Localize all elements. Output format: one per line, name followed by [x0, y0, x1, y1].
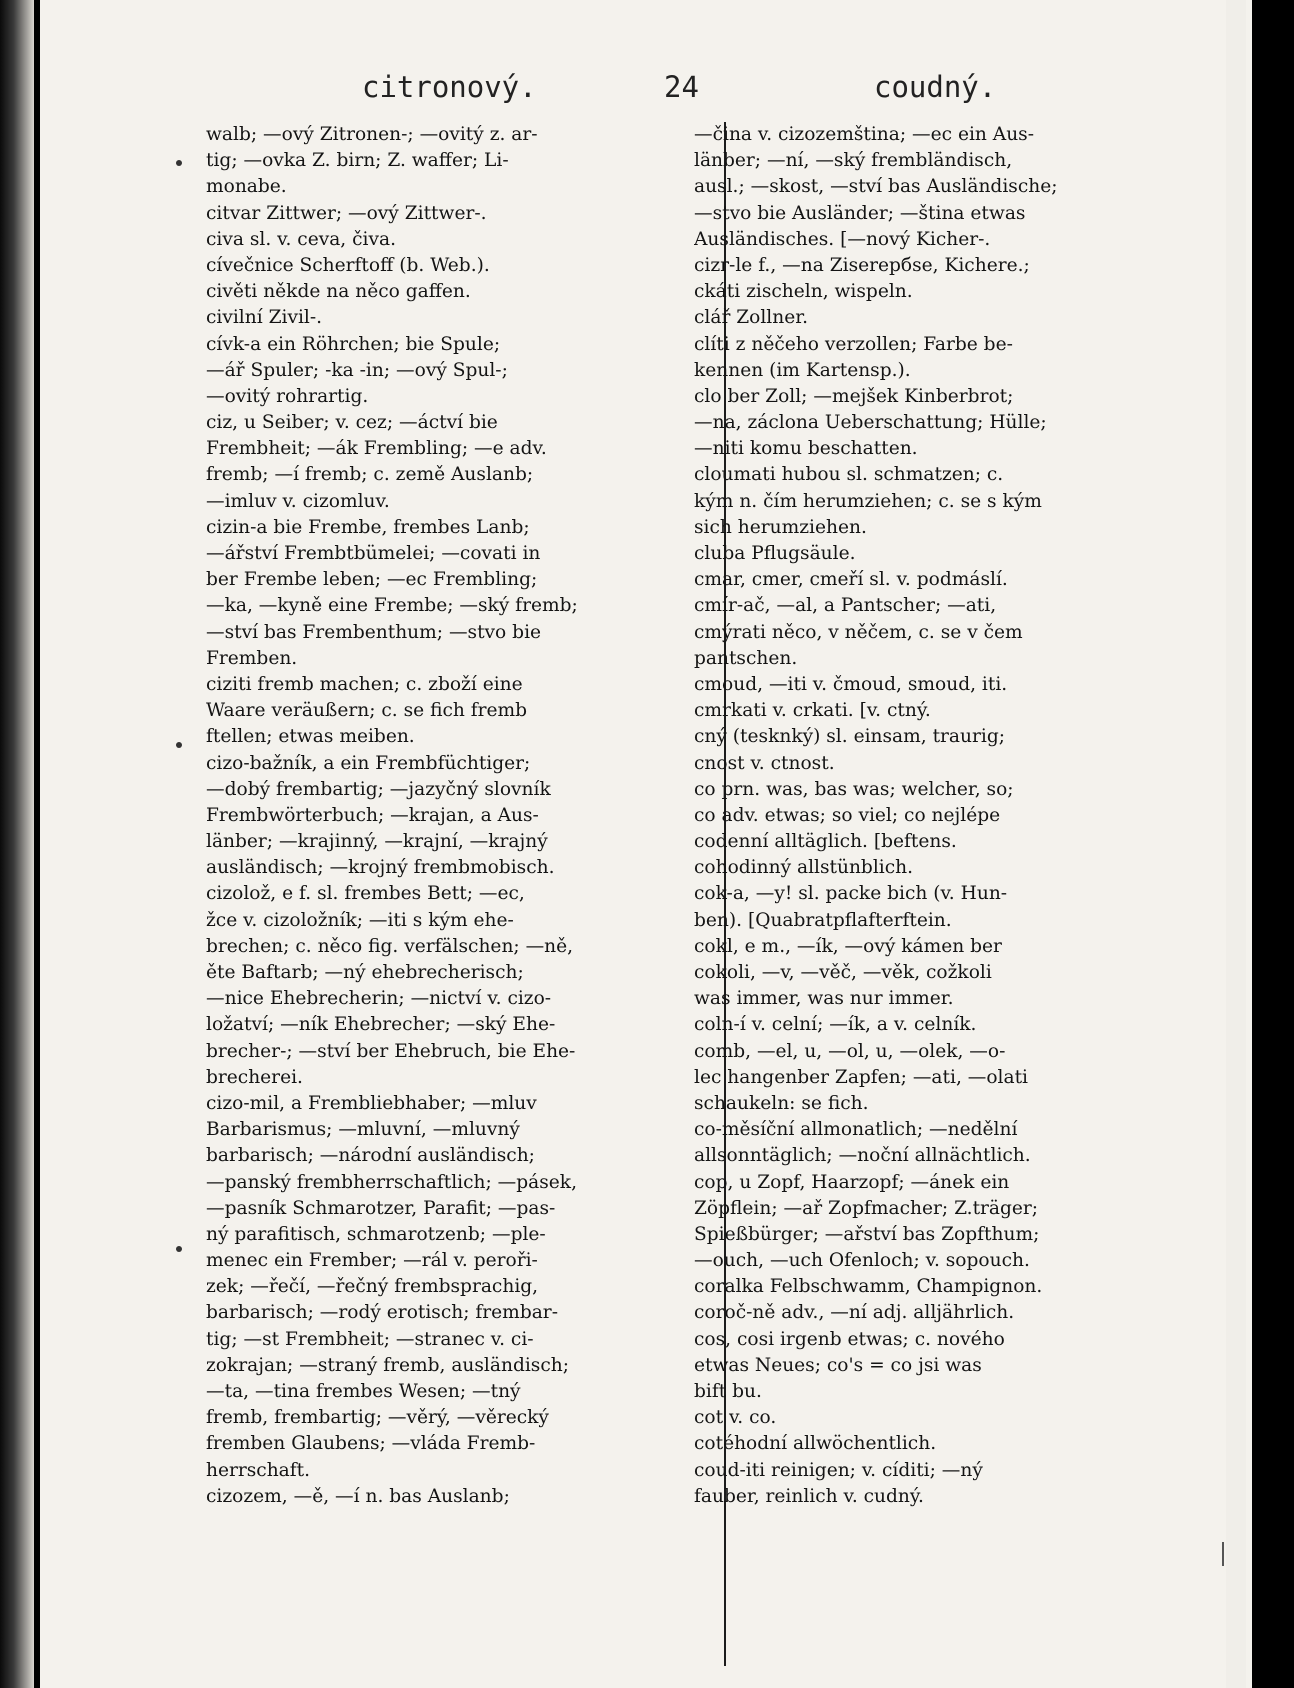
dictionary-entry-line: civilní Zivil-.: [206, 307, 323, 329]
dictionary-entry-line: cmír-ač, —al, a Pantscher; —ati,: [694, 595, 997, 617]
dictionary-entry-line: —na, záclona Ueberschattung; Hülle;: [694, 412, 1047, 434]
dictionary-entry-line: co prn. was, bas was; welcher, so;: [694, 778, 1014, 800]
dictionary-entry-line: kennen (im Kartensp.).: [694, 359, 911, 381]
dictionary-entry-line: brecherei.: [206, 1066, 303, 1088]
dictionary-page: [40, 0, 1255, 1688]
dictionary-entry-line: cos, cosi irgenb etwas; c. nového: [694, 1328, 1005, 1350]
dictionary-entry-line: —čina v. cizozemština; —ec ein Aus-: [694, 124, 1035, 145]
dictionary-entry-line: etwas Neues; co's = co jsi was: [694, 1354, 982, 1376]
dictionary-entry-line: Waare veräußern; c. se fich fremb: [206, 700, 528, 722]
dictionary-entry-line: ný parafitisch, schmarotzenb; —ple-: [206, 1223, 546, 1245]
dictionary-entry-line: Frembheit; —ák Frembling; —e adv.: [206, 438, 547, 460]
dictionary-entry-line: cizo-bažník, a ein Frembfüchtiger;: [206, 752, 531, 774]
dictionary-entry-line: comb, —el, u, —ol, u, —olek, —o-: [694, 1040, 1006, 1062]
dictionary-entry-line: cmoud, —iti v. čmoud, smoud, iti.: [694, 673, 1008, 695]
dictionary-entry-line: —pasník Schmarotzer, Parafit; —pas-: [206, 1197, 556, 1219]
dictionary-entry-line: cmýrati něco, v něčem, c. se v čem: [694, 621, 1023, 643]
dictionary-entry-line: civěti někde na něco gaffen.: [206, 281, 471, 303]
dictionary-entry-line: barbarisch; —národní ausländisch;: [206, 1145, 535, 1167]
dictionary-entry-line: herrschaft.: [206, 1459, 311, 1481]
dictionary-entry-line: Barbarismus; —mluvní, —mluvný: [206, 1119, 520, 1141]
left-column: [206, 122, 714, 1510]
dictionary-entry-line: cokl, e m., —ík, —ový kámen ber: [694, 935, 1002, 957]
dictionary-entry-line: žce v. cizoložník; —iti s kým ehe-: [206, 909, 514, 931]
dictionary-entry-line: coln-í v. celní; —ík, a v. celník.: [694, 1014, 977, 1036]
dictionary-entry-line: —niti komu beschatten.: [694, 438, 918, 460]
header-left-guide-word: citronový.: [362, 70, 537, 104]
dictionary-entry-line: barbarisch; —rodý erotisch; frembar-: [206, 1302, 558, 1324]
dictionary-entry-line: cmrkati v. crkati. [v. ctný.: [694, 700, 931, 722]
dictionary-entry-line: walb; —ový Zitronen-; —ovitý z. ar-: [206, 124, 538, 145]
dictionary-entry-line: ausl.; —skost, —ství bas Ausländische;: [694, 176, 1058, 198]
dictionary-entry-line: cizr-le f., —na Ziserербse, Kichere.;: [694, 254, 1030, 276]
scan-border: [1252, 0, 1294, 1688]
dictionary-entry-line: —ta, —tina frembes Wesen; —tný: [206, 1381, 521, 1402]
dictionary-entry-line: codenní alltäglich. [beftens.: [694, 831, 957, 853]
dictionary-entry-line: —ka, —kyně eine Frembe; —ský fremb;: [206, 595, 578, 617]
dictionary-entry-line: was immer, was nur immer.: [694, 988, 954, 1010]
dictionary-entry-line: Ausländisches. [—nový Kicher-.: [694, 228, 991, 250]
dictionary-entry-line: clíti z něčeho verzollen; Farbe be-: [694, 333, 1013, 355]
dictionary-entry-line: Zöpflein; —ař Zopfmacher; Z.träger;: [694, 1197, 1039, 1219]
dictionary-entry-line: —nice Ehebrecherin; —nictví v. cizo-: [206, 988, 552, 1010]
dictionary-entry-line: cotéhodní allwöchentlich.: [694, 1433, 937, 1455]
dictionary-entry-line: menec ein Frember; —rál v. peroři-: [206, 1250, 538, 1272]
dictionary-entry-line: fremben Glaubens; —vláda Fremb-: [206, 1433, 536, 1455]
dictionary-entry-line: sich herumziehen.: [694, 516, 867, 538]
dictionary-entry-line: tig; —ovka Z. birn; Z. waffer; Li-: [206, 150, 509, 172]
dictionary-entry-line: cop, u Zopf, Haarzopf; —ánek ein: [694, 1171, 1010, 1193]
dictionary-entry-line: coralka Felbschwamm, Champignon.: [694, 1276, 1043, 1298]
dictionary-entry-line: Frembwörterbuch; —krajan, a Aus-: [206, 804, 539, 826]
dictionary-entry-line: zek; —řečí, —řečný frembsprachig,: [206, 1276, 539, 1298]
dictionary-entry-line: ben). [Quabratpflafterftein.: [694, 909, 952, 931]
dictionary-entry-line: brechen; c. něco fig. verfälschen; —ně,: [206, 935, 574, 957]
dictionary-entry-line: länber; —krajinný, —krajní, —krajný: [206, 831, 548, 853]
dictionary-entry-line: ciziti fremb machen; c. zboží eine: [206, 673, 523, 695]
dictionary-entry-line: —imluv v. cizomluv.: [206, 490, 390, 512]
dictionary-entry-line: —ství bas Frembenthum; —stvo bie: [206, 621, 542, 643]
right-column: [694, 122, 1214, 1510]
dictionary-entry-line: cluba Pflugsäule.: [694, 543, 856, 564]
page-number: 24: [664, 70, 699, 104]
dictionary-entry-line: cizo-mil, a Frembliebhaber; —mluv: [206, 1092, 537, 1114]
dictionary-entry-line: brecher-; —ství ber Ehebruch, bie Ehe-: [206, 1040, 576, 1062]
dictionary-entry-line: co adv. etwas; so viel; co nejlépe: [694, 804, 1001, 826]
dictionary-entry-line: zokrajan; —straný fremb, ausländisch;: [206, 1354, 569, 1376]
dictionary-entry-line: cloumati hubou sl. schmatzen; c.: [694, 464, 1004, 486]
dictionary-entry-line: kým n. čím herumziehen; c. se s kým: [694, 490, 1042, 512]
dictionary-entry-line: cívečnice Scherftoff (b. Web.).: [206, 254, 490, 276]
dictionary-entry-line: bift bu.: [694, 1381, 762, 1402]
margin-mark: [176, 1246, 182, 1252]
dictionary-entry-line: civa sl. v. ceva, čiva.: [206, 228, 396, 250]
dictionary-entry-line: coud-iti reinigen; v. cíditi; —ný: [694, 1459, 983, 1481]
dictionary-entry-line: —ář Spuler; -ka -in; —ový Spul-;: [206, 359, 508, 381]
dictionary-entry-line: cokoli, —v, —věč, —věk, cožkoli: [694, 962, 992, 983]
page-header: [40, 64, 1255, 114]
dictionary-entry-line: Spießbürger; —ařství bas Zopfthum;: [694, 1223, 1040, 1245]
dictionary-entry-line: ber Frembe leben; —ec Frembling;: [206, 569, 538, 591]
dictionary-entry-line: cívk-a ein Röhrchen; bie Spule;: [206, 333, 501, 355]
margin-mark: [1222, 1542, 1224, 1566]
dictionary-entry-line: —ářství Frembtbümelei; —covati in: [206, 543, 541, 564]
dictionary-entry-line: ftellen; etwas meiben.: [206, 726, 415, 748]
dictionary-entry-line: cohodinný allstünblich.: [694, 857, 914, 879]
dictionary-entry-line: cmar, cmer, cmeří sl. v. podmáslí.: [694, 569, 1008, 591]
dictionary-entry-line: —stvo bie Ausländer; —ština etwas: [694, 202, 1026, 224]
dictionary-entry-line: allsonntäglich; —noční allnächtlich.: [694, 1145, 1031, 1167]
dictionary-entry-line: Fremben.: [206, 647, 298, 669]
dictionary-entry-line: cizin-a bie Frembe, frembes Lanb;: [206, 516, 530, 538]
dictionary-entry-line: cný (tesknký) sl. einsam, traurig;: [694, 726, 1005, 748]
dictionary-entry-line: co-měsíční allmonatlich; —nedělní: [694, 1119, 1018, 1141]
dictionary-entry-line: —panský frembherrschaftlich; —pásek,: [206, 1171, 577, 1193]
dictionary-entry-line: ciz, u Seiber; v. cez; —áctví bie: [206, 412, 498, 434]
dictionary-entry-line: pantschen.: [694, 647, 798, 669]
dictionary-entry-line: cok-a, —y! sl. packe bich (v. Hun-: [694, 883, 1008, 905]
dictionary-entry-line: cizolož, e f. sl. frembes Bett; —ec,: [206, 883, 525, 905]
dictionary-entry-line: schaukeln: se fich.: [694, 1092, 869, 1114]
header-right-guide-word: coudný.: [874, 70, 997, 104]
dictionary-entry-line: fremb; —í fremb; c. země Auslanb;: [206, 464, 534, 486]
dictionary-entry-line: ěte Baftarb; —ný ehebrecherisch;: [206, 962, 524, 983]
dictionary-entry-line: ausländisch; —krojný frembmobisch.: [206, 857, 555, 879]
dictionary-entry-line: lec hangenber Zapfen; —ati, —olati: [694, 1066, 1028, 1088]
dictionary-entry-line: ckáti zischeln, wispeln.: [694, 281, 913, 303]
dictionary-entry-line: cnost v. ctnost.: [694, 752, 835, 774]
dictionary-entry-line: —ouch, —uch Ofenloch; v. sopouch.: [694, 1250, 1030, 1272]
dictionary-entry-line: citvar Zittwer; —ový Zittwer-.: [206, 202, 487, 224]
dictionary-entry-line: —ovitý rohrartig.: [206, 385, 369, 407]
dictionary-entry-line: clář Zollner.: [694, 307, 808, 329]
dictionary-entry-line: tig; —st Frembheit; —stranec v. ci-: [206, 1328, 534, 1350]
dictionary-entry-line: fauber, reinlich v. cudný.: [694, 1485, 924, 1507]
margin-mark: [176, 160, 182, 166]
next-page-edge: [1226, 0, 1246, 1688]
book-gutter-shadow: [0, 0, 34, 1688]
dictionary-entry-line: ložatví; —ník Ehebrecher; —ský Ehe-: [206, 1014, 556, 1036]
dictionary-entry-line: cizozem, —ě, —í n. bas Auslanb;: [206, 1485, 510, 1507]
dictionary-entry-line: —dobý frembartig; —jazyčný slovník: [206, 778, 551, 800]
margin-mark: [176, 742, 182, 748]
dictionary-entry-line: coroč-ně adv., —ní adj. alljährlich.: [694, 1302, 1015, 1324]
dictionary-entry-line: clo ber Zoll; —mejšek Kinberbrot;: [694, 385, 1014, 407]
dictionary-entry-line: monabe.: [206, 176, 287, 198]
dictionary-entry-line: fremb, frembartig; —věrý, —věrecký: [206, 1407, 549, 1429]
dictionary-entry-line: cot v. co.: [694, 1407, 777, 1429]
dictionary-entry-line: länber; —ní, —ský frembländisch,: [694, 150, 1013, 172]
